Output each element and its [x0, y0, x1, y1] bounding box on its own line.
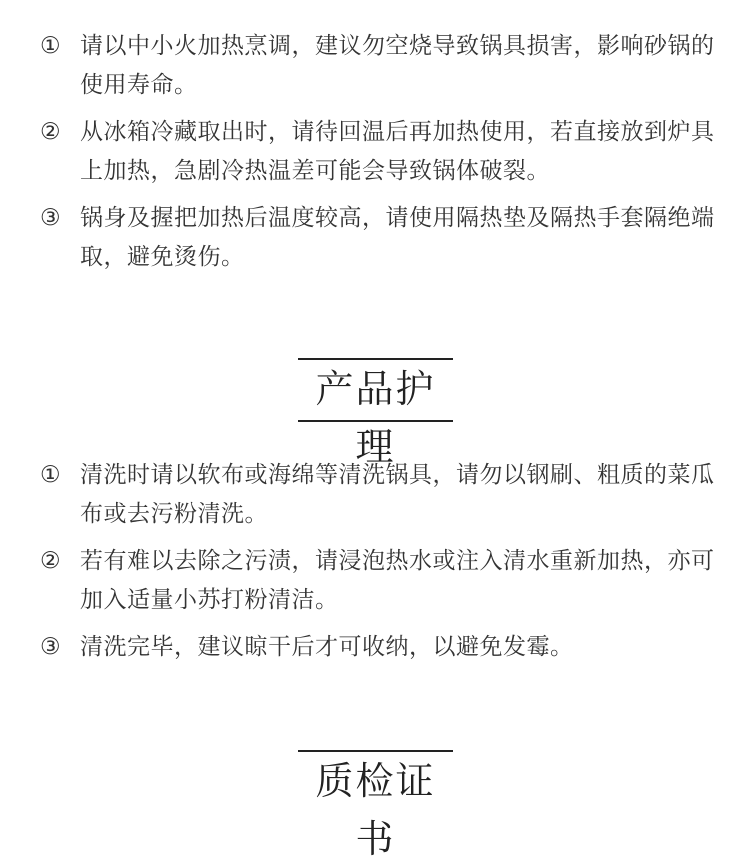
item-text: 若有难以去除之污渍，请浸泡热水或注入清水重新加热，亦可加入适量小苏打粉清洁。 — [80, 548, 715, 613]
list-item — [40, 456, 720, 534]
care-section-title: 产品护理 — [298, 358, 453, 422]
list-item — [40, 542, 720, 620]
item-number: ③ — [40, 634, 62, 660]
item-number: ② — [40, 548, 62, 574]
care-list — [40, 456, 720, 675]
list-item — [40, 27, 720, 105]
list-item — [40, 199, 720, 277]
item-number: ③ — [40, 205, 62, 231]
qc-section-title: 质检证书 — [298, 750, 453, 812]
item-number: ① — [40, 33, 62, 59]
item-text: 请以中小火加热烹调，建议勿空烧导致锅具损害，影响砂锅的使用寿命。 — [80, 33, 715, 98]
list-item — [40, 628, 720, 667]
item-number: ① — [40, 462, 62, 488]
item-text: 清洗完毕，建议晾干后才可收纳，以避免发霉。 — [80, 634, 574, 660]
item-text: 清洗时请以软布或海绵等清洗锅具，请勿以钢刷、粗质的菜瓜布或去污粉清洗。 — [80, 462, 715, 527]
list-item — [40, 113, 720, 191]
usage-notes-list — [40, 27, 720, 285]
item-number: ② — [40, 119, 62, 145]
item-text: 从冰箱冷藏取出时，请待回温后再加热使用，若直接放到炉具上加热，急剧冷热温差可能会导致锅体破裂。 — [80, 119, 715, 184]
item-text: 锅身及握把加热后温度较高，请使用隔热垫及隔热手套隔绝端取，避免烫伤。 — [80, 205, 715, 270]
